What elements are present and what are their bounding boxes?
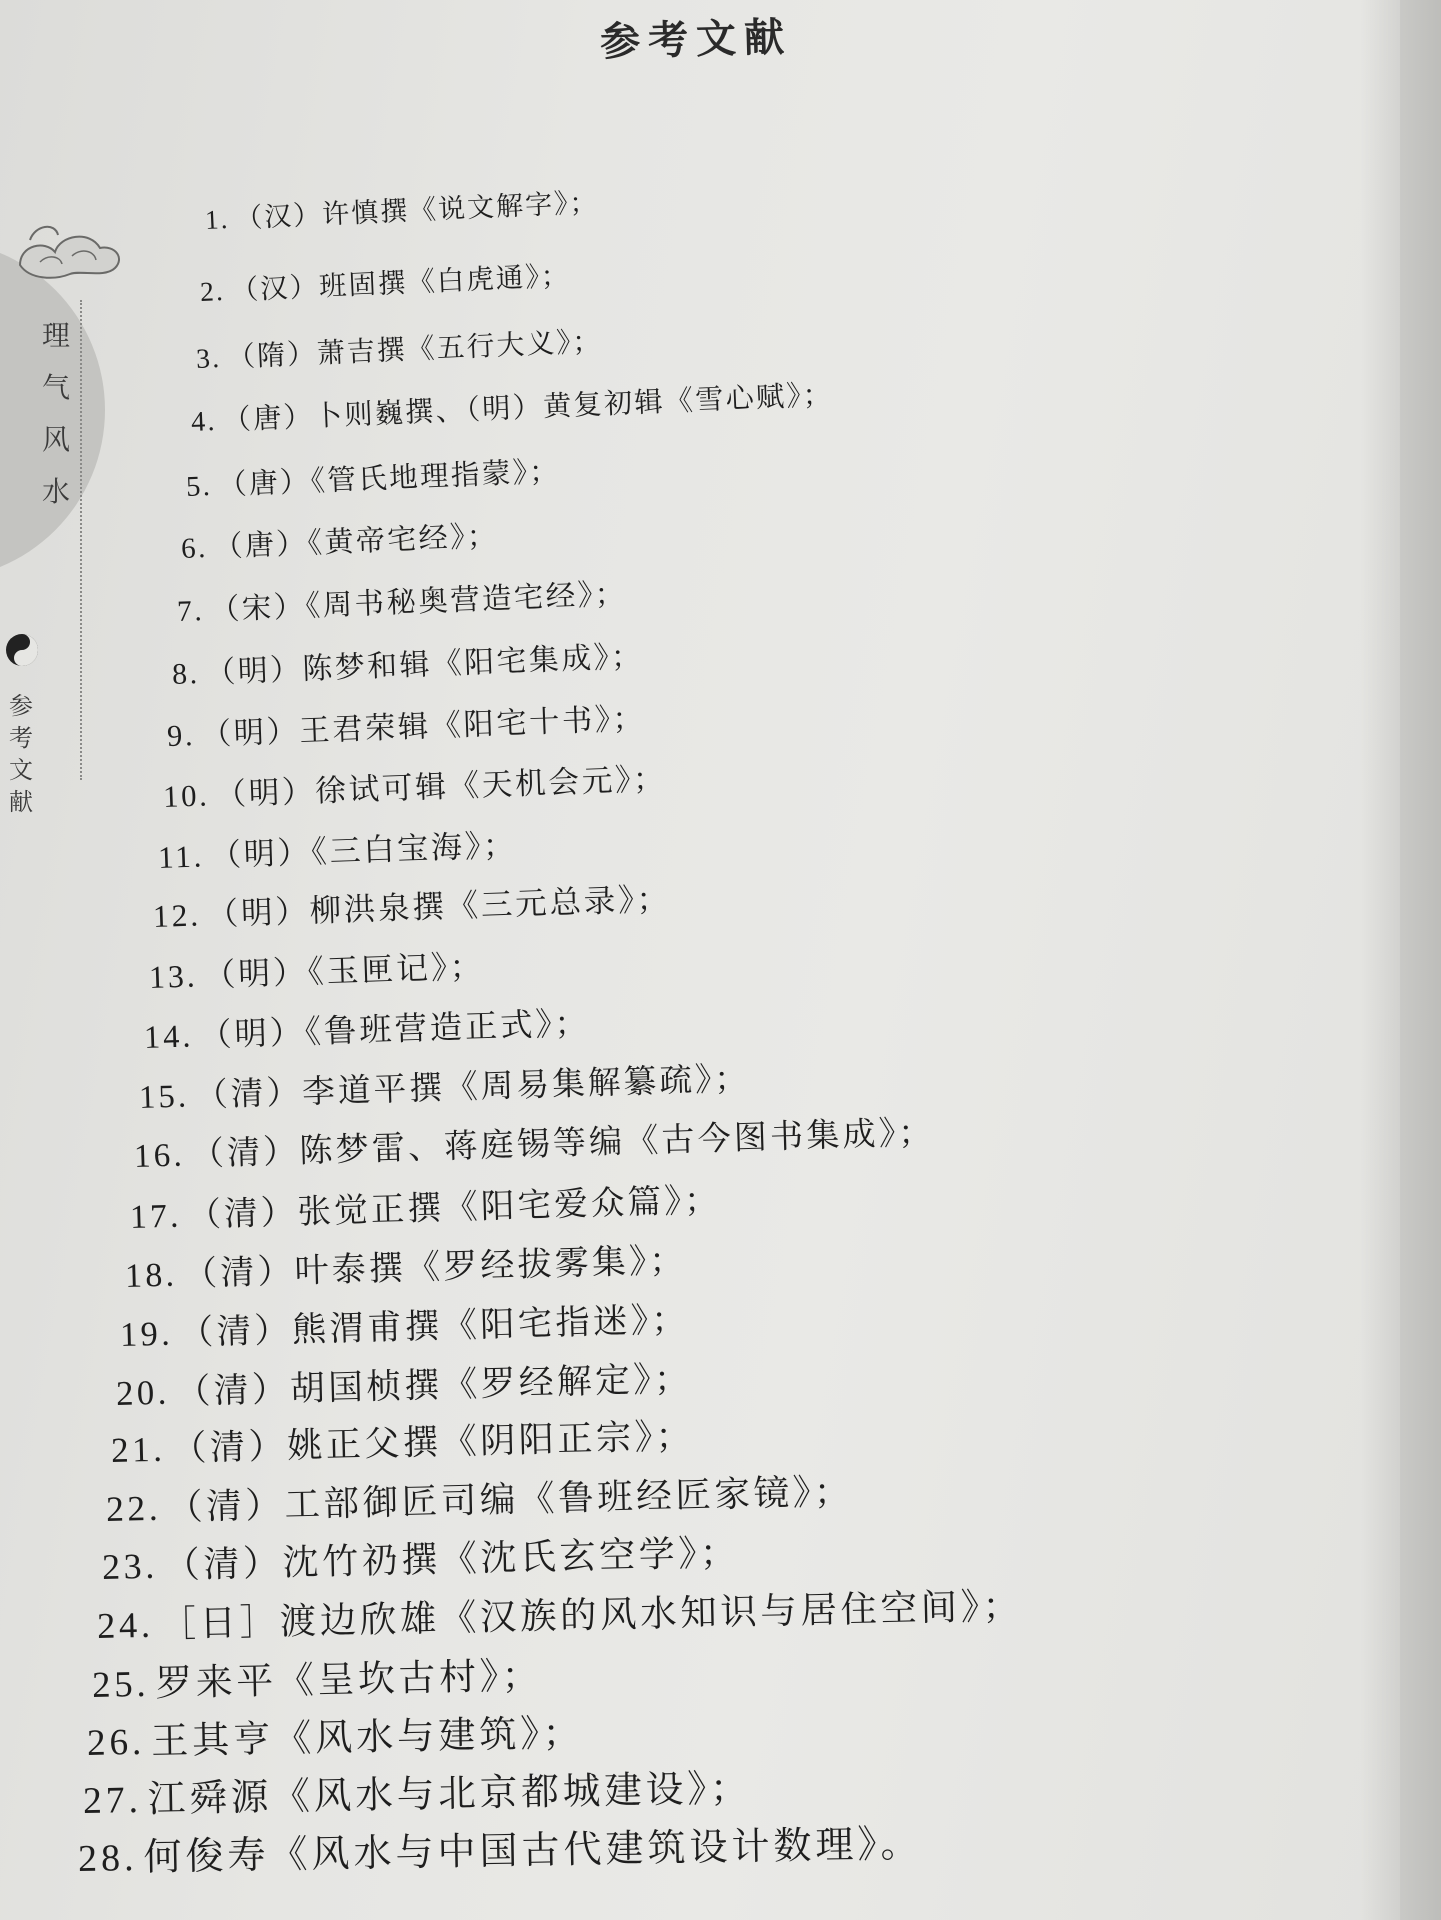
reference-number: 18. [124, 1256, 178, 1295]
side-tab-dotted-border [80, 300, 84, 780]
reference-number: 17. [129, 1197, 182, 1237]
reference-text: 罗来平《呈坎古村》； [155, 1653, 543, 1705]
reference-number: 6. [180, 532, 209, 566]
reference-item [162, 754, 667, 816]
reference-text: ［日］渡边欣雄《汉族的风水知识与居住空间》； [158, 1583, 1023, 1646]
reference-number: 12. [152, 897, 202, 935]
side-section-char: 献 [9, 788, 33, 816]
reference-item [138, 1052, 750, 1118]
reference-text: （唐）卜则巍撰、（明）黄复初辑《雪心赋》； [221, 378, 834, 437]
reference-item [171, 632, 644, 693]
reference-item [101, 1525, 740, 1590]
side-tab-char: 理 [41, 319, 70, 352]
reference-item [87, 1702, 585, 1766]
reference-number: 8. [171, 656, 201, 692]
reference-number: 3. [195, 342, 222, 375]
reference-text: （清）胡国桢撰《罗经解定》； [174, 1358, 693, 1413]
reference-number: 19. [119, 1314, 174, 1355]
reference-number: 28. [77, 1836, 138, 1880]
reference-number: 21. [110, 1429, 166, 1471]
reference-item [195, 318, 603, 376]
reference-number: 16. [133, 1136, 186, 1176]
reference-number: 15. [138, 1078, 190, 1117]
reference-text: （清）张觉正撰《阳宅爱众篇》； [186, 1180, 722, 1235]
side-tab-char: 风 [41, 423, 70, 456]
reference-item [115, 1350, 692, 1415]
page-edge [1400, 0, 1441, 1920]
reference-number: 25. [91, 1662, 150, 1705]
reference-number: 27. [82, 1779, 142, 1822]
reference-text: （唐）《管氏地理指蒙》； [217, 453, 561, 502]
reference-item [129, 1172, 721, 1238]
side-section-label [6, 690, 36, 818]
reference-item [82, 1757, 751, 1823]
reference-text: 江舜源《风水与北京都城建设》； [147, 1765, 752, 1821]
side-tab-char: 水 [41, 475, 70, 508]
reference-number: 5. [185, 469, 213, 503]
reference-item [190, 373, 834, 440]
page-fold-shadow [1360, 0, 1400, 1920]
reference-text: （清）姚正父撰《阴阳正宗》； [170, 1415, 695, 1470]
reference-item [120, 1291, 690, 1356]
reference-text: （汉）班固撰《白虎通》； [230, 260, 572, 307]
reference-number: 23. [101, 1545, 158, 1588]
reference-number: 7. [176, 595, 205, 629]
reference-text: （明）陈梦和辑《阳宅集成》； [204, 639, 645, 691]
side-section-char: 考 [9, 724, 33, 752]
reference-item [152, 875, 671, 938]
reference-text: （清）熊渭甫撰《阳宅指迷》； [178, 1300, 690, 1354]
reference-number: 9. [166, 718, 196, 754]
reference-text: （明）《三白宝海》； [209, 827, 518, 875]
reference-number: 2. [199, 276, 226, 308]
reference-item [110, 1409, 694, 1473]
side-section-char: 文 [9, 756, 33, 784]
reference-number: 11. [157, 838, 205, 876]
reference-number: 1. [204, 203, 231, 235]
reference-text: （唐）《黄帝宅经》； [213, 518, 500, 565]
reference-text: （隋）萧吉撰《五行大义》； [226, 323, 603, 374]
reference-item [124, 1232, 687, 1297]
page-title: 参考文献 [599, 13, 793, 66]
reference-text: （明）徐试可辑《天机会元》； [214, 761, 667, 813]
reference-text: （清）陈梦雷、蒋庭锡等编《古今图书集成》； [190, 1112, 936, 1174]
reference-text: （明）王君荣辑《阳宅十书》； [200, 701, 647, 753]
reference-item [106, 1463, 854, 1532]
reference-number: 22. [105, 1487, 162, 1530]
reference-number: 24. [96, 1604, 154, 1646]
side-section-char: 参 [9, 692, 33, 720]
reference-item [92, 1645, 543, 1707]
reference-text: 王其亨《风水与建筑》； [151, 1710, 585, 1763]
reference-text: （明）《鲁班营造正式》； [198, 1003, 591, 1054]
reference-number: 14. [143, 1017, 194, 1055]
reference-text: （明）《玉匣记》； [202, 947, 485, 995]
reference-text: （清）沈竹礽撰《沈氏玄空学》； [162, 1532, 740, 1587]
side-tab-label [38, 310, 74, 518]
reference-item [96, 1577, 1023, 1649]
reference-item [78, 1812, 923, 1882]
reference-number: 13. [148, 958, 198, 996]
reference-item [148, 941, 485, 998]
yin-yang-icon [4, 632, 40, 668]
reference-item [185, 448, 561, 504]
reference-item [134, 1106, 936, 1177]
reference-number: 4. [190, 406, 218, 439]
reference-number: 26. [87, 1722, 146, 1765]
reference-item [181, 514, 500, 568]
reference-text: （清）工部御匠司编《鲁班经匠家镜》； [166, 1471, 854, 1529]
reference-item [204, 180, 599, 237]
reference-text: （宋）《周书秘奥营造宅经》； [209, 576, 628, 628]
reference-item [176, 571, 627, 631]
reference-item [199, 253, 571, 309]
reference-item [157, 820, 517, 878]
reference-text: （清）李道平撰《周易集解纂疏》； [194, 1059, 751, 1115]
cloud-ornament-icon [10, 210, 130, 290]
reference-number: 20. [115, 1372, 170, 1413]
reference-text: （汉）许慎撰《说文解字》； [234, 187, 600, 235]
reference-item [143, 997, 590, 1057]
side-tab-char: 气 [41, 371, 70, 404]
reference-text: （清）叶泰撰《罗经拔雾集》； [182, 1240, 687, 1294]
reference-text: 何俊寿《风水与中国古代建筑设计数理》。 [143, 1821, 923, 1879]
reference-text: （明）柳洪泉撰《三元总录》； [206, 881, 672, 934]
reference-item [167, 693, 647, 755]
reference-number: 10. [162, 778, 210, 814]
